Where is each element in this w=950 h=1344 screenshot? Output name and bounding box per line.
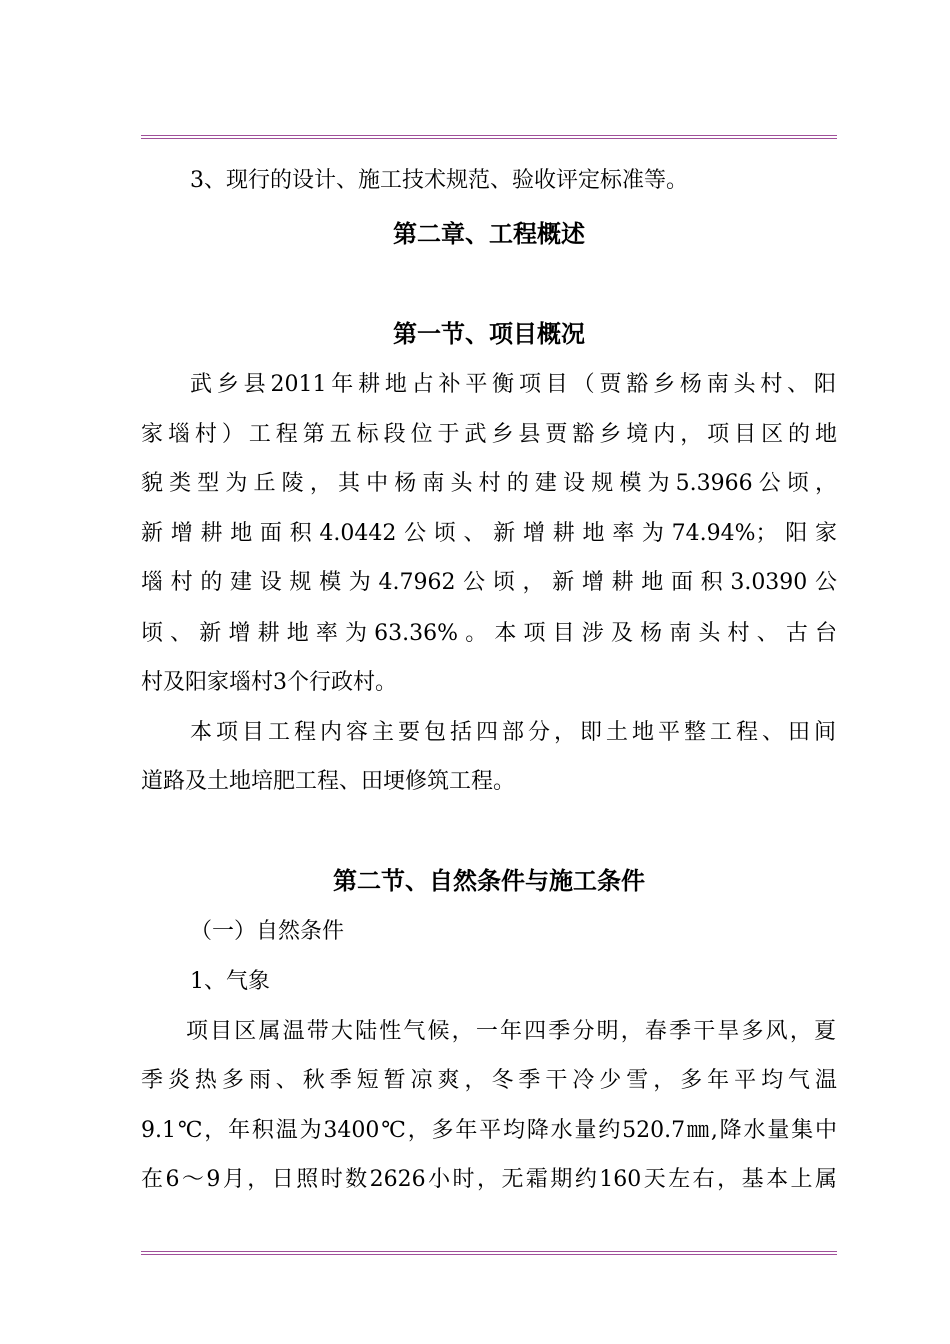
- section2-title: 第二节、自然条件与施工条件: [333, 867, 645, 895]
- header-rule: [141, 135, 837, 139]
- section1-para2-line-1: 本项目工程内容主要包括四部分，即土地平整工程、田间: [190, 720, 836, 745]
- chapter-title: 第二章、工程概述: [393, 220, 585, 248]
- section1-title: 第一节、项目概况: [393, 320, 585, 348]
- section2-para-line-4: 在6～9月，日照时数2626小时，无霜期约160天左右，基本上属: [141, 1167, 837, 1192]
- section1-para2-line-2: 道路及土地培肥工程、田埂修筑工程。: [141, 769, 516, 794]
- section2-sub2: 1、气象: [190, 969, 270, 994]
- section1-para1-line-3: 貌类型为丘陵，其中杨南头村的建设规模为5.3966公顷，: [141, 471, 837, 496]
- section2-para-line-1: 项目区属温带大陆性气候，一年四季分明，春季干旱多风，夏: [186, 1019, 836, 1044]
- section2-sub1: （一）自然条件: [190, 919, 345, 944]
- footer-rule: [141, 1251, 837, 1255]
- section2-para-line-3: 9.1℃，年积温为3400℃，多年平均降水量约520.7㎜,降水量集中: [141, 1118, 837, 1143]
- section1-para1-line-5: 堖村的建设规模为4.7962公顷，新增耕地面积3.0390公: [141, 570, 837, 595]
- intro-line: 3、现行的设计、施工技术规范、验收评定标准等。: [190, 168, 688, 193]
- section1-para1-line-2: 家堖村）工程第五标段位于武乡县贾豁乡境内，项目区的地: [141, 422, 837, 447]
- section1-para1-line-6: 顷、新增耕地率为63.36%。本项目涉及杨南头村、古台: [141, 621, 837, 646]
- section1-para1-line-7: 村及阳家堖村3个行政村。: [141, 670, 397, 695]
- section1-para1-line-1: 武乡县2011年耕地占补平衡项目（贾豁乡杨南头村、阳: [190, 372, 836, 397]
- section1-para1-line-4: 新增耕地面积4.0442公顷、新增耕地率为74.94%；阳家: [141, 521, 837, 546]
- section2-para-line-2: 季炎热多雨、秋季短暂凉爽，冬季干冷少雪，多年平均气温: [141, 1068, 837, 1093]
